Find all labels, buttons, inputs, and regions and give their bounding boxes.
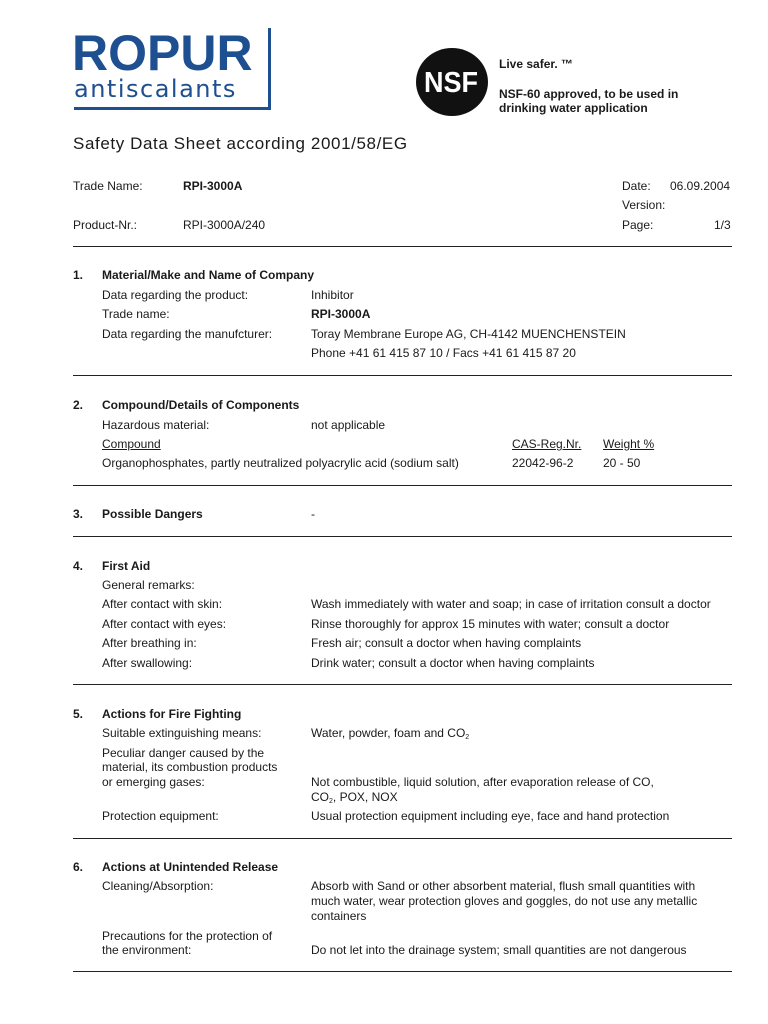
peculiar-danger-value-2: $CO_2$, POX, NOX: [311, 790, 398, 805]
environment-label-2: the environment:: [102, 943, 192, 957]
ropur-logo: [70, 26, 276, 112]
page-value: 1/3: [714, 218, 731, 232]
column-compound: Compound: [102, 437, 161, 451]
section-2-title: Compound/Details of Components: [102, 398, 300, 412]
swallowing-value: Drink water; consult a doctor when having complaints: [311, 656, 595, 670]
section-5-title: Actions for Fire Fighting: [102, 707, 242, 721]
product-nr-label: Product-Nr.:: [73, 218, 138, 232]
extinguishing-value: Water, powder, foam and $CO_2$: [311, 726, 470, 741]
extinguishing-label: Suitable extinguishing means:: [102, 726, 262, 740]
product-data-label: Data regarding the product:: [102, 288, 249, 302]
logo-bracket-vertical: [268, 28, 271, 110]
trade-name-label: Trade Name:: [73, 179, 143, 193]
section-1-number: 1.: [73, 268, 84, 282]
date-label: Date:: [622, 179, 651, 193]
section-5-number: 5.: [73, 707, 84, 721]
divider: [73, 375, 732, 376]
nsf-approval-line2: drinking water application: [499, 101, 648, 115]
section-4-title: First Aid: [102, 559, 151, 573]
manufacturer-label: Data regarding the manufcturer:: [102, 327, 273, 341]
peculiar-danger-label-1: Peculiar danger caused by the: [102, 746, 265, 760]
trade-name-value-2: RPI-3000A: [311, 307, 371, 321]
divider: [73, 246, 732, 247]
compound-name: Organophosphates, partly neutralized polyacrylic acid (sodium salt): [102, 456, 459, 470]
skin-contact-value: Wash immediately with water and soap; in case of irritation consult a doctor: [311, 597, 711, 611]
page-label: Page:: [622, 218, 654, 232]
column-cas: CAS-Reg.Nr.: [512, 437, 582, 451]
section-1-title: Material/Make and Name of Company: [102, 268, 315, 282]
section-6-number: 6.: [73, 860, 84, 874]
trade-name-label-2: Trade name:: [102, 307, 170, 321]
peculiar-danger-label-2: material, its combustion products: [102, 760, 278, 774]
divider: [73, 971, 732, 972]
cleaning-label: Cleaning/Absorption:: [102, 879, 214, 893]
product-nr-value: RPI-3000A/240: [183, 218, 266, 232]
section-2-number: 2.: [73, 398, 84, 412]
dangers-value: -: [311, 507, 315, 521]
nsf-slogan: Live safer. ™: [499, 57, 574, 71]
divider: [73, 536, 732, 537]
manufacturer-address: Toray Membrane Europe AG, CH-4142 MUENCHENSTEIN: [311, 327, 626, 341]
protection-equipment-value: Usual protection equipment including eye, face and hand protection: [311, 809, 670, 823]
cleaning-value-1: Absorb with Sand or other absorbent material, flush small quantities with: [311, 879, 696, 893]
column-weight: Weight %: [603, 437, 655, 451]
skin-contact-label: After contact with skin:: [102, 597, 223, 611]
document-title: Safety Data Sheet according 2001/58/EG: [73, 134, 408, 153]
product-data-value: Inhibitor: [311, 288, 354, 302]
divider: [73, 485, 732, 486]
environment-value: Do not let into the drainage system; small quantities are not dangerous: [311, 943, 687, 957]
section-3-title: Possible Dangers: [102, 507, 203, 521]
swallowing-label: After swallowing:: [102, 656, 193, 670]
eye-contact-value: Rinse thoroughly for approx 15 minutes with water; consult a doctor: [311, 617, 670, 631]
nsf-logo: [415, 47, 489, 117]
trade-name-value: RPI-3000A: [183, 179, 243, 193]
manufacturer-phone: Phone +41 61 415 87 10 / Facs +41 61 415 87 20: [311, 346, 576, 360]
hazardous-value: not applicable: [311, 418, 386, 432]
nsf-approval-line1: NSF-60 approved, to be used in: [499, 87, 679, 101]
cleaning-value-2: much water, wear protection gloves and goggles, do not use any metallic: [311, 894, 698, 908]
divider: [73, 684, 732, 685]
logo-bracket-horizontal: [74, 107, 271, 110]
environment-label-1: Precautions for the protection of: [102, 929, 273, 943]
logo-brand: ROPUR: [72, 25, 253, 81]
compound-cas: 22042-96-2: [512, 456, 574, 470]
version-label: Version:: [622, 198, 666, 212]
nsf-mark: NSF: [424, 67, 478, 99]
eye-contact-label: After contact with eyes:: [102, 617, 227, 631]
section-4-number: 4.: [73, 559, 84, 573]
peculiar-danger-value-1: Not combustible, liquid solution, after evaporation release of CO,: [311, 775, 654, 789]
breathing-value: Fresh air; consult a doctor when having complaints: [311, 636, 582, 650]
logo-tagline: antiscalants: [74, 75, 237, 103]
peculiar-danger-label-3: or emerging gases:: [102, 775, 205, 789]
section-6-title: Actions at Unintended Release: [102, 860, 279, 874]
breathing-label: After breathing in:: [102, 636, 197, 650]
cleaning-value-3: containers: [311, 909, 367, 923]
protection-equipment-label: Protection equipment:: [102, 809, 219, 823]
compound-weight: 20 - 50: [603, 456, 641, 470]
hazardous-label: Hazardous material:: [102, 418, 210, 432]
section-3-number: 3.: [73, 507, 84, 521]
general-remarks-label: General remarks:: [102, 578, 195, 592]
date-value: 06.09.2004: [670, 179, 731, 193]
divider: [73, 838, 732, 839]
